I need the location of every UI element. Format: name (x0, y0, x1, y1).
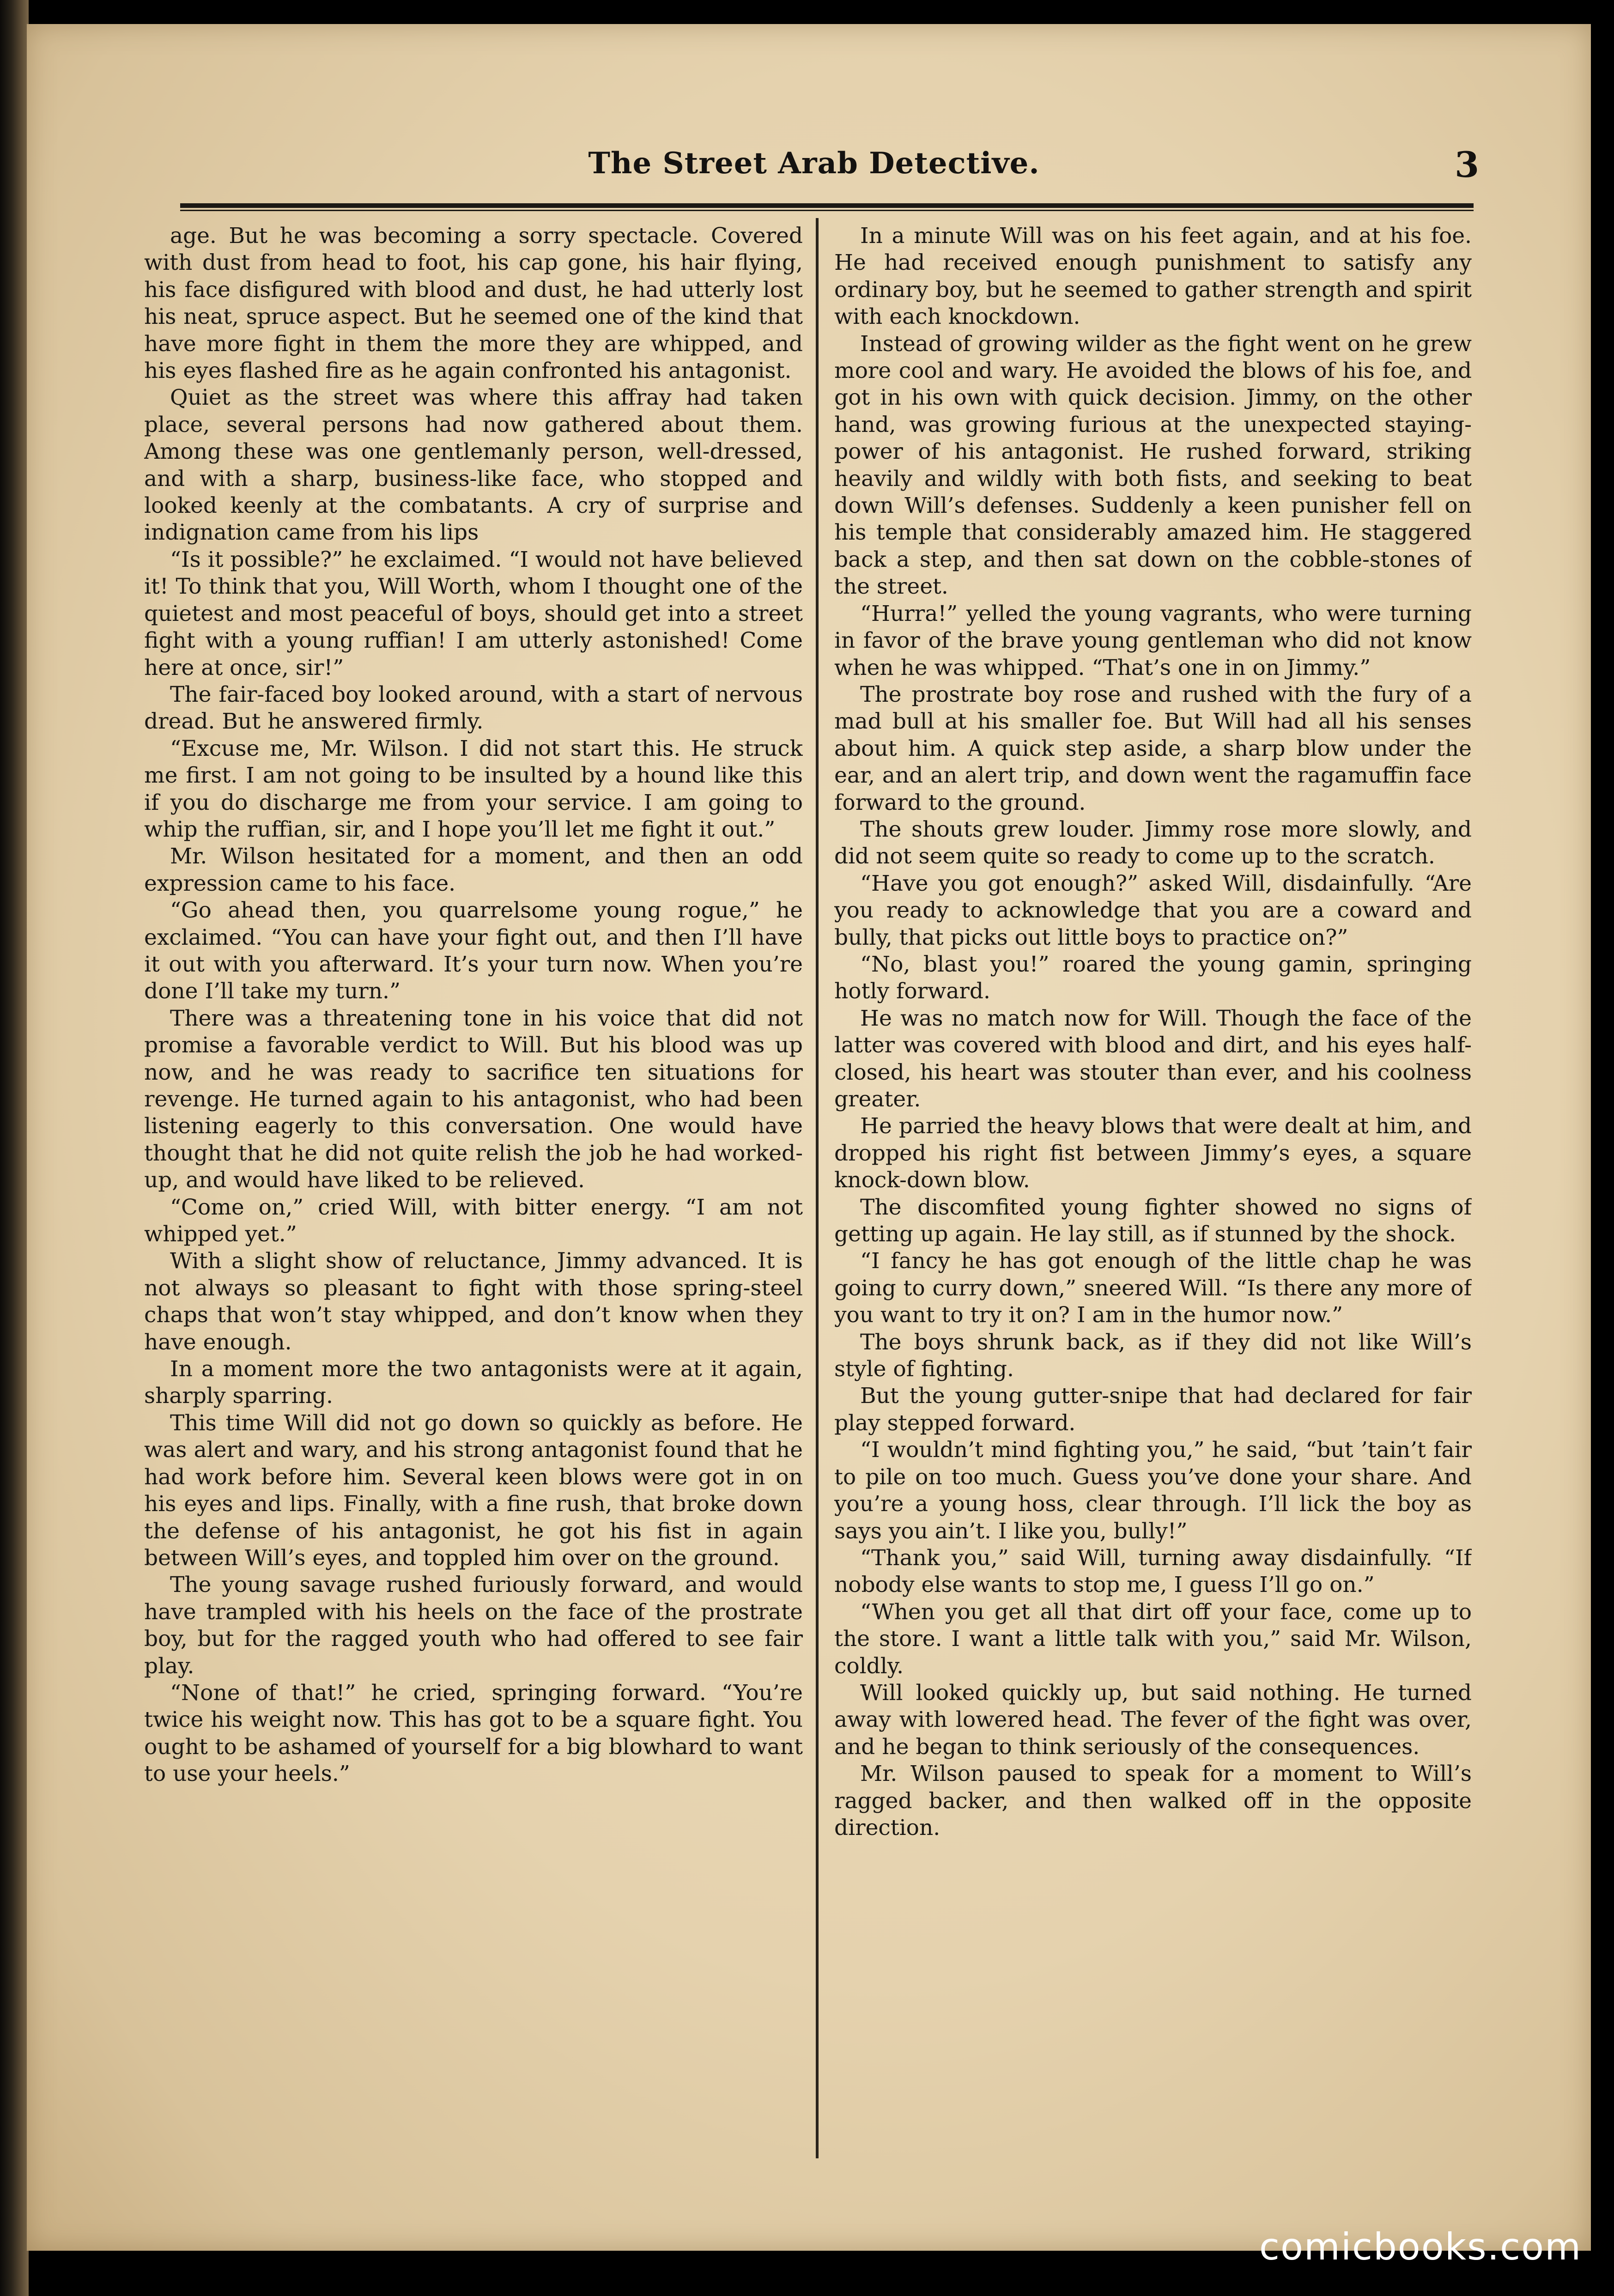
watermark: comicbooks.com (1259, 2225, 1582, 2268)
paragraph: With a slight show of reluctance, Jimmy advanced. It is not always so pleasant to fight with those spring-steel chaps that won’t stay whipped, and don’t know when they have enough. (144, 1248, 803, 1355)
paragraph: “Thank you,” said Will, turning away disdainfully. “If nobody else wants to stop me, I guess I’ll go on.” (834, 1545, 1472, 1598)
paragraph: “Come on,” cried Will, with bitter energy. “I am not whipped yet.” (144, 1194, 803, 1247)
paragraph: “When you get all that dirt off your face, come up to the store. I want a little talk with you,” said Mr. Wilson, coldly. (834, 1599, 1472, 1679)
paragraph: In a moment more the two antagonists were at it again, sharply sparring. (144, 1356, 803, 1409)
paragraph: The fair-faced boy looked around, with a start of nervous dread. But he answered firmly. (144, 681, 803, 735)
paragraph: He was no match now for Will. Though the face of the latter was covered with blood and dirt, and his eyes half-closed, his heart was stouter than ever, and his coolness greater. (834, 1005, 1472, 1112)
right-column (834, 223, 1472, 2163)
paragraph: Mr. Wilson paused to speak for a moment to Will’s ragged backer, and then walked off in the opposite direction. (834, 1761, 1472, 1840)
paragraph: The discomfited young fighter showed no signs of getting up again. He lay still, as if stunned by the shock. (834, 1194, 1472, 1247)
paragraph: “I wouldn’t mind fighting you,” he said, “but ’tain’t fair to pile on too much. Guess you’ve done your share. And you’re a young hoss, clear through. I’ll lick the boy as says you ain’t. I like you, bully!” (834, 1437, 1472, 1544)
paragraph: The prostrate boy rose and rushed with the fury of a mad bull at his smaller foe. But Will had all his senses about him. A quick step aside, a sharp blow under the ear, and an alert trip, and down went the ragamuffin face forward to the ground. (834, 681, 1472, 815)
paragraph: age. But he was becoming a sorry spectacle. Covered with dust from head to foot, his cap gone, his hair flying, his face disfigured with blood and dust, he had utterly lost his neat, spruce aspect. But he seemed one of the kind that have more fight in them the more they are whipped, and his eyes flashed fire as he again confronted his antagonist. (144, 223, 803, 384)
running-header (149, 146, 1479, 192)
paragraph: But the young gutter-snipe that had declared for fair play stepped forward. (834, 1383, 1472, 1436)
paragraph: “No, blast you!” roared the young gamin, springing hotly forward. (834, 951, 1472, 1004)
page-title: The Street Arab Detective. (588, 146, 1040, 181)
page-number: 3 (1455, 144, 1479, 185)
paragraph: The shouts grew louder. Jimmy rose more slowly, and did not seem quite so ready to come up to the scratch. (834, 816, 1472, 869)
paragraph: There was a threatening tone in his voice that did not promise a favorable verdict to Will. But his blood was up now, and he was ready to sacrifice ten situations for revenge. He turned again to his antagonist, who had been listening eagerly to this conversation. One would have thought that he did not quite relish the job he had worked-up, and would have liked to be relieved. (144, 1005, 803, 1193)
paragraph: “Excuse me, Mr. Wilson. I did not start this. He struck me first. I am not going to be insulted by a hound like this if you do discharge me from your service. I am going to whip the ruffian, sir, and I hope you’ll let me fight it out.” (144, 735, 803, 842)
paragraph: “I fancy he has got enough of the little chap he was going to curry down,” sneered Will. “Is there any more of you want to try it on? I am in the humor now.” (834, 1248, 1472, 1328)
left-column (144, 223, 803, 2163)
paragraph: The young savage rushed furiously forward, and would have trampled with his heels on the face of the prostrate boy, but for the ragged youth who had offered to see fair play. (144, 1572, 803, 1679)
paragraph: “Hurra!” yelled the young vagrants, who were turning in favor of the brave young gentleman who did not know when he was whipped. “That’s one in on Jimmy.” (834, 601, 1472, 680)
paragraph: “None of that!” he cried, springing forward. “You’re twice his weight now. This has got to be a square fight. You ought to be ashamed of yourself for a big blowhard to want to use your heels.” (144, 1680, 803, 1787)
paragraph: The boys shrunk back, as if they did not like Will’s style of fighting. (834, 1329, 1472, 1382)
paragraph: “Go ahead then, you quarrelsome young rogue,” he exclaimed. “You can have your fight out, and then I’ll have it out with you afterward. It’s your turn now. When you’re done I’ll take my turn.” (144, 898, 803, 1004)
paragraph: In a minute Will was on his feet again, and at his foe. He had received enough punishment to satisfy any ordinary boy, but he seemed to gather strength and spirit with each knockdown. (834, 223, 1472, 330)
paragraph: “Have you got enough?” asked Will, disdainfully. “Are you ready to acknowledge that you are a coward and bully, that picks out little boys to practice on?” (834, 870, 1472, 950)
column-divider (816, 218, 819, 2158)
paragraph: This time Will did not go down so quickly as before. He was alert and wary, and his strong antagonist found that he had work before him. Several keen blows were got in on his eyes and lips. Finally, with a fine rush, that broke down the defense of his antagonist, he got his fist in again between Will’s eyes, and toppled him over on the ground. (144, 1410, 803, 1571)
paragraph: “Is it possible?” he exclaimed. “I would not have believed it! To think that you, Will Worth, whom I thought one of the quietest and most peaceful of boys, should get into a street fight with a young ruffian! I am utterly astonished! Come here at once, sir!” (144, 547, 803, 680)
book-binding-edge (0, 0, 29, 2296)
paragraph: He parried the heavy blows that were dealt at him, and dropped his right fist between Jimmy’s eyes, a square knock-down blow. (834, 1113, 1472, 1193)
paragraph: Instead of growing wilder as the fight went on he grew more cool and wary. He avoided the blows of his foe, and got in his own with quick decision. Jimmy, on the other hand, was growing furious at the unexpected staying-power of his antagonist. He rushed forward, striking heavily and wildly with both fists, and seeking to beat down Will’s defenses. Suddenly a keen punisher fell on his temple that considerably amazed him. He staggered back a step, and then sat down on the cobble-stones of the street. (834, 331, 1472, 600)
paragraph: Will looked quickly up, but said nothing. He turned away with lowered head. The fever of the fight was over, and he began to think seriously of the consequences. (834, 1680, 1472, 1760)
paragraph: Mr. Wilson hesitated for a moment, and then an odd expression came to his face. (144, 844, 803, 896)
header-rule (180, 203, 1474, 211)
paragraph: Quiet as the street was where this affray had taken place, several persons had now gathered about them. Among these was one gentlemanly person, well-dressed, and with a sharp, business-like face, who stopped and looked keenly at the combatants. A cry of surprise and indignation came from his lips (144, 385, 803, 546)
